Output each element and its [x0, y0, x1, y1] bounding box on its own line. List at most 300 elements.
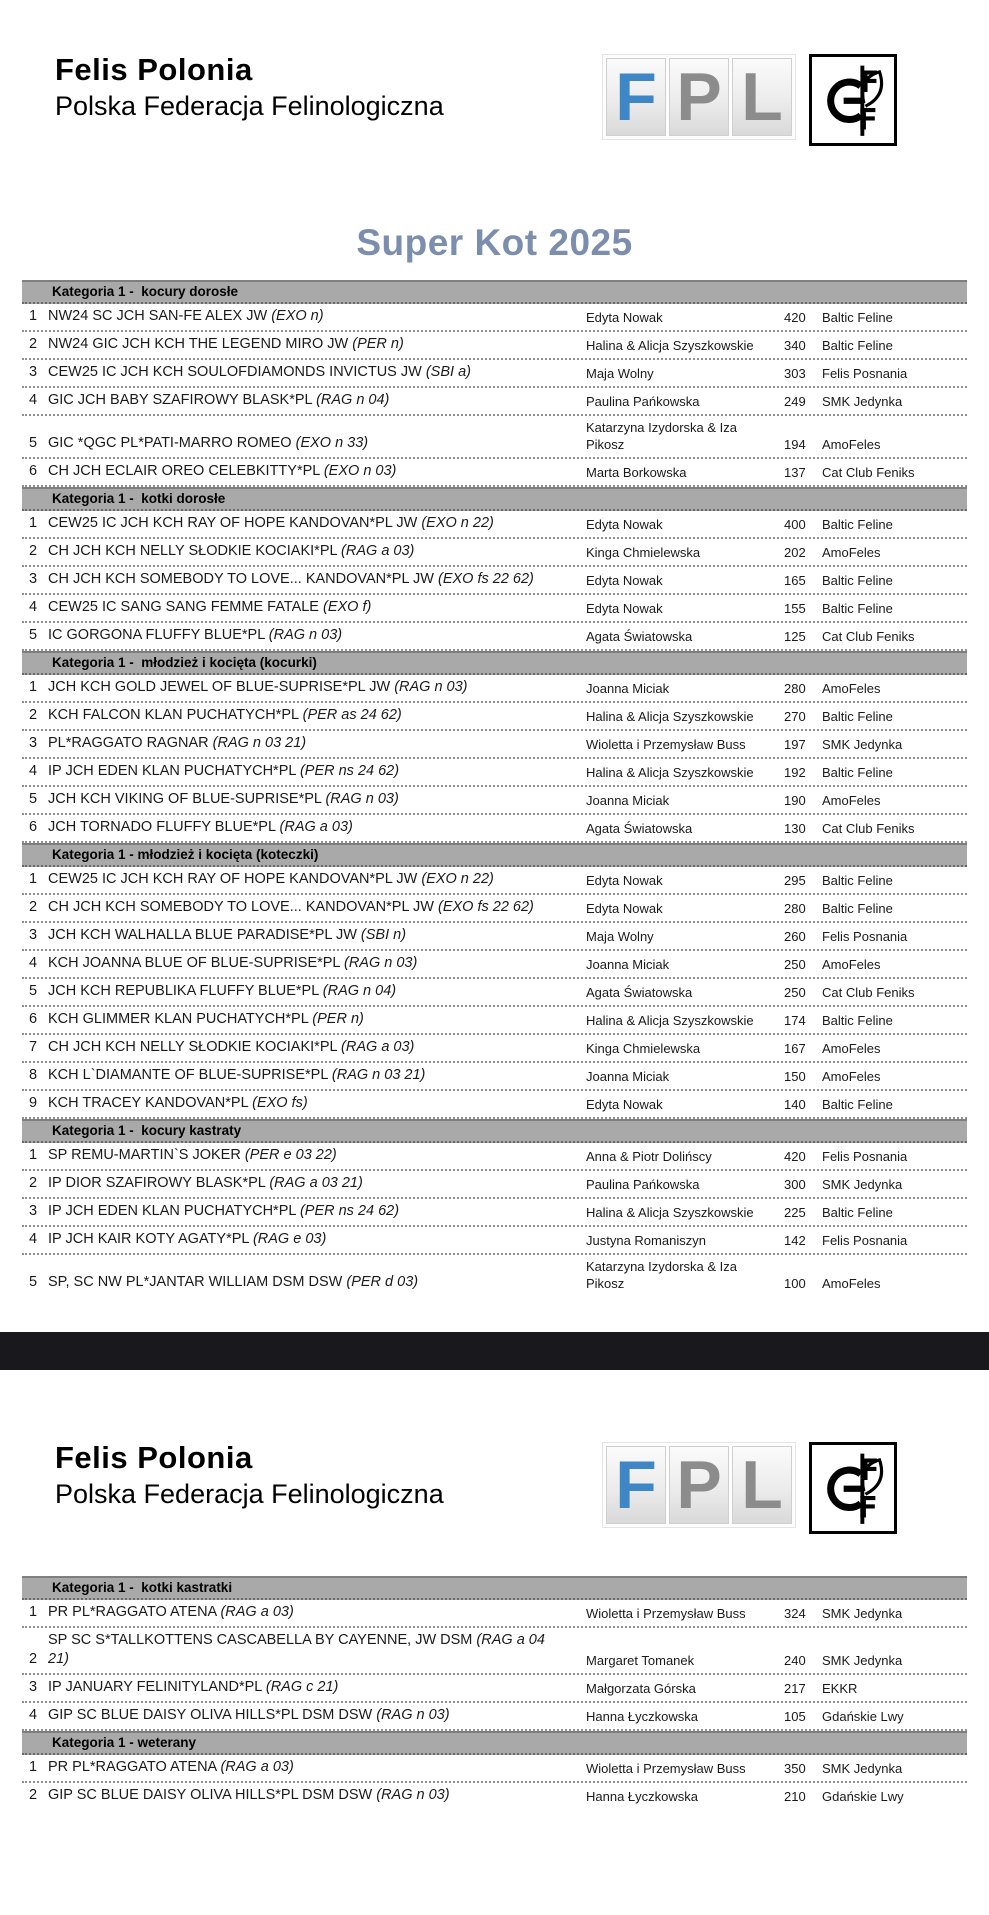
club-cell: Baltic Feline [822, 338, 893, 353]
points-cell: 100 [784, 1276, 806, 1291]
table-row [22, 1091, 967, 1119]
points-cell: 165 [784, 573, 806, 588]
club-cell: SMK Jedynka [822, 1606, 903, 1621]
owner-cell: Edyta Nowak [586, 873, 663, 888]
table-row [22, 459, 967, 487]
cat-name: SP, SC NW PL*JANTAR WILLIAM DSM DSW [48, 1274, 347, 1290]
club-cell: AmoFeles [822, 1276, 881, 1291]
owner-cell: Katarzyna Izydorska & Iza Pikosz [586, 420, 738, 452]
cat-name: SP REMU-MARTIN`S JOKER [48, 1147, 245, 1163]
owner-cell: Halina & Alicja Szyszkowskie [586, 1013, 754, 1028]
owner-cell: Joanna Miciak [586, 1069, 670, 1084]
table-row [22, 1171, 967, 1199]
table-row [22, 1035, 967, 1063]
cat-name: KCH GLIMMER KLAN PUCHATYCH*PL [48, 1011, 313, 1027]
owner-cell: Agata Światowska [586, 985, 693, 1000]
rank-cell: 3 [29, 1679, 38, 1695]
table-row [22, 1600, 967, 1628]
cat-name: JCH KCH WALHALLA BLUE PARADISE*PL JW [48, 927, 361, 943]
ems-code: (PER ns 24 62) [299, 763, 400, 779]
owner-cell: Paulina Pańkowska [586, 394, 700, 409]
page-1-header [0, 52, 989, 144]
svg-text:F: F [859, 1452, 880, 1488]
cat-name: IP JCH EDEN KLAN PUCHATYCH*PL [48, 763, 300, 779]
owner-cell: Maja Wolny [586, 366, 654, 381]
points-cell: 240 [784, 1653, 806, 1668]
points-cell: 202 [784, 545, 806, 560]
club-cell: SMK Jedynka [822, 737, 903, 752]
cat-name-cell [48, 954, 586, 973]
points-cell: 140 [784, 1097, 806, 1112]
club-cell: Baltic Feline [822, 601, 893, 616]
table-row [22, 703, 967, 731]
owner-cell: Agata Światowska [586, 821, 693, 836]
ems-code: (RAG a 03) [341, 1039, 415, 1055]
points-cell: 125 [784, 629, 806, 644]
club-cell: Baltic Feline [822, 573, 893, 588]
ems-code: (EXO fs 22 62) [437, 899, 534, 915]
logo-group [602, 54, 897, 146]
table-row [22, 567, 967, 595]
owner-cell: Halina & Alicja Szyszkowskie [586, 765, 754, 780]
points-cell: 340 [784, 338, 806, 353]
table-row [22, 1628, 967, 1675]
owner-cell: Małgorzata Górska [586, 1681, 696, 1696]
club-cell: Cat Club Feniks [822, 821, 915, 836]
owner-cell: Kinga Chmielewska [586, 1041, 701, 1056]
cat-name-cell [48, 1094, 586, 1113]
owner-cell: Kinga Chmielewska [586, 545, 701, 560]
points-cell: 190 [784, 793, 806, 808]
points-cell: 174 [784, 1013, 806, 1028]
rank-cell: 1 [29, 515, 38, 531]
table-row [22, 731, 967, 759]
fpl-letter-f: F [606, 58, 666, 136]
points-cell: 192 [784, 765, 806, 780]
cat-name-cell [48, 678, 586, 697]
rank-cell: 3 [29, 364, 38, 380]
points-cell: 167 [784, 1041, 806, 1056]
cat-name: JCH KCH VIKING OF BLUE-SUPRISE*PL [48, 791, 326, 807]
points-cell: 420 [784, 310, 806, 325]
rank-cell: 1 [29, 1147, 38, 1163]
points-cell: 260 [784, 929, 806, 944]
club-cell: Baltic Feline [822, 310, 893, 325]
svg-text:F: F [859, 64, 880, 100]
cat-name-cell [48, 626, 586, 645]
table-row [22, 923, 967, 951]
cat-name-cell [48, 434, 586, 453]
points-cell: 270 [784, 709, 806, 724]
points-cell: 280 [784, 681, 806, 696]
ems-code: (RAG a 03) [279, 819, 353, 835]
ems-code: (RAG n 03) [376, 1787, 450, 1803]
owner-cell: Edyta Nowak [586, 901, 663, 916]
rank-cell: 8 [29, 1067, 38, 1083]
table-row [22, 388, 967, 416]
table-row [22, 1227, 967, 1255]
rank-cell: 1 [29, 1759, 38, 1775]
owner-cell: Edyta Nowak [586, 601, 663, 616]
points-cell: 137 [784, 465, 806, 480]
cat-name: CH JCH KCH SOMEBODY TO LOVE... KANDOVAN*PL JW [48, 571, 438, 587]
cat-name-cell [48, 1631, 586, 1669]
table-row [22, 1063, 967, 1091]
owner-cell: Wioletta i Przemysław Buss [586, 1606, 746, 1621]
club-cell: AmoFeles [822, 681, 881, 696]
owner-cell: Katarzyna Izydorska & Iza Pikosz [586, 1259, 738, 1291]
table-row [22, 1755, 967, 1783]
ems-code: (SBI a) [425, 364, 471, 380]
points-cell: 210 [784, 1789, 806, 1804]
fpl-letter-f: F [606, 1446, 666, 1524]
rank-cell: 2 [29, 707, 38, 723]
page-2-header [0, 1440, 989, 1532]
table-row [22, 1199, 967, 1227]
table-row [22, 1783, 967, 1809]
cat-name-cell [48, 926, 586, 945]
owner-cell: Halina & Alicja Szyszkowskie [586, 1205, 754, 1220]
club-cell: Cat Club Feniks [822, 465, 915, 480]
cat-name: IC GORGONA FLUFFY BLUE*PL [48, 627, 269, 643]
cat-name: JCH TORNADO FLUFFY BLUE*PL [48, 819, 280, 835]
cat-name-cell [48, 570, 586, 589]
owner-cell: Wioletta i Przemysław Buss [586, 1761, 746, 1776]
club-cell: AmoFeles [822, 1041, 881, 1056]
ems-code: (EXO n) [271, 308, 324, 324]
rank-cell: 1 [29, 871, 38, 887]
club-cell: Baltic Feline [822, 873, 893, 888]
points-cell: 280 [784, 901, 806, 916]
cat-name: CH JCH KCH NELLY SŁODKIE KOCIAKI*PL [48, 1039, 342, 1055]
owner-cell: Hanna Łyczkowska [586, 1789, 698, 1804]
cat-name: CH JCH ECLAIR OREO CELEBKITTY*PL [48, 463, 324, 479]
cat-name: GIP SC BLUE DAISY OLIVA HILLS*PL DSM DSW [48, 1787, 377, 1803]
rank-cell: 1 [29, 679, 38, 695]
points-cell: 194 [784, 437, 806, 452]
cat-name-cell [48, 1706, 586, 1725]
cat-name: IP JCH KAIR KOTY AGATY*PL [48, 1231, 253, 1247]
cat-name: KCH L`DIAMANTE OF BLUE-SUPRISE*PL [48, 1067, 332, 1083]
cat-name-cell [48, 542, 586, 561]
points-cell: 250 [784, 985, 806, 1000]
cat-name-cell [48, 706, 586, 725]
cat-name: IP JCH EDEN KLAN PUCHATYCH*PL [48, 1203, 300, 1219]
logo-group [602, 1442, 897, 1534]
owner-cell: Marta Borkowska [586, 465, 687, 480]
category-header-label: Kategoria 1 - kotki kastratki [52, 1580, 233, 1595]
ems-code: (RAG a 03 21) [269, 1175, 363, 1191]
rank-cell: 1 [29, 308, 38, 324]
points-cell: 142 [784, 1233, 806, 1248]
table-row [22, 979, 967, 1007]
cat-name: KCH JOANNA BLUE OF BLUE-SUPRISE*PL [48, 955, 344, 971]
points-cell: 197 [784, 737, 806, 752]
cat-name-cell [48, 898, 586, 917]
ems-code: (RAG a 03) [341, 543, 415, 559]
club-cell: Gdańskie Lwy [822, 1709, 904, 1724]
fpl-logo [602, 54, 796, 140]
cat-name-cell [48, 818, 586, 837]
club-cell: Felis Posnania [822, 366, 908, 381]
rank-cell: 5 [29, 627, 38, 643]
owner-cell: Anna & Piotr Dolińscy [586, 1149, 712, 1164]
page-2 [0, 1440, 989, 1809]
cat-name-cell [48, 1758, 586, 1777]
ems-code: (PER n) [312, 1011, 364, 1027]
club-cell: Felis Posnania [822, 1149, 908, 1164]
table-row [22, 815, 967, 843]
cat-name-cell [48, 982, 586, 1001]
cat-name-cell [48, 1038, 586, 1057]
points-cell: 300 [784, 1177, 806, 1192]
club-cell: Baltic Feline [822, 1205, 893, 1220]
rank-cell: 3 [29, 1203, 38, 1219]
club-cell: SMK Jedynka [822, 1761, 903, 1776]
category-header-label: Kategoria 1 - kocury dorosłe [52, 284, 239, 299]
cat-name: GIC JCH BABY SZAFIROWY BLASK*PL [48, 392, 317, 408]
club-cell: SMK Jedynka [822, 394, 903, 409]
rank-cell: 4 [29, 1707, 38, 1723]
category-header-label: Kategoria 1 - kotki dorosłe [52, 491, 226, 506]
ems-code: (RAG n 03) [394, 679, 468, 695]
cat-name-cell [48, 1066, 586, 1085]
club-cell: Cat Club Feniks [822, 985, 915, 1000]
owner-cell: Edyta Nowak [586, 310, 663, 325]
fpl-letter-l: L [732, 58, 792, 136]
rank-cell: 4 [29, 763, 38, 779]
table-row [22, 332, 967, 360]
svg-text:F: F [857, 1489, 878, 1525]
cat-name: GIP SC BLUE DAISY OLIVA HILLS*PL DSM DSW [48, 1707, 377, 1723]
cat-name: PR PL*RAGGATO ATENA [48, 1604, 221, 1620]
owner-cell: Joanna Miciak [586, 681, 670, 696]
ems-code: (RAG e 03) [252, 1231, 327, 1247]
ems-code: (RAG a 04 21) [48, 1632, 545, 1667]
table-row [22, 867, 967, 895]
cat-name: GIC *QGC PL*PATI-MARRO ROMEO [48, 435, 296, 451]
rank-cell: 2 [29, 1787, 38, 1803]
cat-name-cell [48, 1786, 586, 1805]
club-cell: Baltic Feline [822, 765, 893, 780]
category-header [22, 843, 967, 867]
ems-code: (PER n) [352, 336, 404, 352]
cat-name: IP DIOR SZAFIROWY BLASK*PL [48, 1175, 270, 1191]
cat-name: NW24 SC JCH SAN-FE ALEX JW [48, 308, 272, 324]
ems-code: (PER d 03) [346, 1274, 419, 1290]
cat-name: JCH KCH REPUBLIKA FLUFFY BLUE*PL [48, 983, 323, 999]
rank-cell: 4 [29, 955, 38, 971]
fpl-logo [602, 1442, 796, 1528]
rank-cell: 2 [29, 1651, 38, 1667]
rank-cell: 6 [29, 819, 38, 835]
points-cell: 130 [784, 821, 806, 836]
cat-name: CEW25 IC JCH KCH SOULOFDIAMONDS INVICTUS JW [48, 364, 426, 380]
cat-name: PL*RAGGATO RAGNAR [48, 735, 213, 751]
club-cell: Cat Club Feniks [822, 629, 915, 644]
ems-code: (RAG n 03) [268, 627, 343, 643]
cat-name-cell [48, 335, 586, 354]
rank-cell: 5 [29, 435, 38, 451]
brand-name: Felis Polonia [55, 1440, 253, 1475]
ems-code: (RAG c 21) [265, 1679, 339, 1695]
owner-cell: Halina & Alicja Szyszkowskie [586, 338, 754, 353]
owner-cell: Justyna Romaniszyn [586, 1233, 706, 1248]
club-cell: Gdańskie Lwy [822, 1789, 904, 1804]
cat-name-cell [48, 1273, 586, 1292]
cat-name-cell [48, 1603, 586, 1622]
cat-name: IP JANUARY FELINITYLAND*PL [48, 1679, 266, 1695]
table-row [22, 1143, 967, 1171]
ems-code: (RAG n 04) [316, 392, 390, 408]
rank-cell: 5 [29, 791, 38, 807]
owner-cell: Paulina Pańkowska [586, 1177, 700, 1192]
ems-code: (EXO fs 22 62) [437, 571, 534, 587]
points-cell: 155 [784, 601, 806, 616]
club-cell: AmoFeles [822, 1069, 881, 1084]
rank-cell: 3 [29, 735, 38, 751]
rank-cell: 6 [29, 1011, 38, 1027]
club-cell: AmoFeles [822, 437, 881, 452]
table-row [22, 1675, 967, 1703]
club-cell: Felis Posnania [822, 929, 908, 944]
points-cell: 420 [784, 1149, 806, 1164]
ems-code: (RAG n 03) [325, 791, 399, 807]
owner-cell: Wioletta i Przemysław Buss [586, 737, 746, 752]
ems-code: (RAG a 03) [220, 1604, 294, 1620]
rank-cell: 3 [29, 927, 38, 943]
page-title: Super Kot 2025 [356, 222, 633, 263]
ems-code: (PER e 03 22) [244, 1147, 337, 1163]
club-cell: EKKR [822, 1681, 858, 1696]
table-row [22, 539, 967, 567]
page-separator [0, 1332, 989, 1370]
ems-code: (RAG n 04) [322, 983, 397, 999]
points-cell: 350 [784, 1761, 806, 1776]
cat-name-cell [48, 734, 586, 753]
table-row [22, 511, 967, 539]
points-cell: 225 [784, 1205, 806, 1220]
ems-code: (EXO n 22) [421, 515, 494, 531]
cat-name-cell [48, 870, 586, 889]
ems-code: (EXO n 03) [323, 463, 397, 479]
category-header [22, 1119, 967, 1143]
cat-name-cell [48, 391, 586, 410]
owner-cell: Edyta Nowak [586, 1097, 663, 1112]
ems-code: (RAG n 03) [344, 955, 418, 971]
cat-name-cell [48, 462, 586, 481]
cat-name: NW24 GIC JCH KCH THE LEGEND MIRO JW [48, 336, 353, 352]
cat-name: JCH KCH GOLD JEWEL OF BLUE-SUPRISE*PL JW [48, 679, 395, 695]
category-header [22, 1731, 967, 1755]
ems-code: (RAG a 03) [220, 1759, 294, 1775]
rank-cell: 2 [29, 1175, 38, 1191]
points-cell: 217 [784, 1681, 806, 1696]
club-cell: Baltic Feline [822, 709, 893, 724]
ems-code: (EXO f) [323, 599, 372, 615]
cat-name-cell [48, 514, 586, 533]
category-header [22, 1576, 967, 1600]
club-cell: Baltic Feline [822, 1097, 893, 1112]
rank-cell: 5 [29, 983, 38, 999]
ems-code: (PER ns 24 62) [299, 1203, 400, 1219]
ems-code: (EXO n 33) [295, 435, 369, 451]
rank-cell: 6 [29, 463, 38, 479]
brand-text [55, 52, 444, 122]
brand-subtitle: Polska Federacja Felinologiczna [55, 91, 444, 121]
category-header [22, 651, 967, 675]
owner-cell: Maja Wolny [586, 929, 654, 944]
owner-cell: Halina & Alicja Szyszkowskie [586, 709, 754, 724]
table-row [22, 360, 967, 388]
ems-code: (RAG n 03 21) [331, 1067, 426, 1083]
owner-cell: Edyta Nowak [586, 517, 663, 532]
cat-name-cell [48, 363, 586, 382]
cat-name-cell [48, 1146, 586, 1165]
cat-name-cell [48, 1202, 586, 1221]
rank-cell: 2 [29, 543, 38, 559]
ranking-table-page-2 [22, 1576, 967, 1809]
rank-cell: 4 [29, 392, 38, 408]
club-cell: Felis Posnania [822, 1233, 908, 1248]
table-row [22, 416, 967, 459]
fife-logo-icon [809, 1442, 897, 1534]
cat-name-cell [48, 790, 586, 809]
fpl-letter-p: P [669, 1446, 729, 1524]
rank-cell: 7 [29, 1039, 38, 1055]
ranking-table-page-1 [22, 280, 967, 1296]
ems-code: (RAG n 03 21) [212, 735, 307, 751]
cat-name: CEW25 IC SANG SANG FEMME FATALE [48, 599, 324, 615]
owner-cell: Edyta Nowak [586, 573, 663, 588]
ems-code: (PER as 24 62) [302, 707, 402, 723]
table-row [22, 623, 967, 651]
svg-text:F: F [857, 101, 878, 137]
club-cell: Baltic Feline [822, 1013, 893, 1028]
cat-name: KCH TRACEY KANDOVAN*PL [48, 1095, 253, 1111]
club-cell: SMK Jedynka [822, 1653, 903, 1668]
points-cell: 295 [784, 873, 806, 888]
category-header-label: Kategoria 1 - weterany [52, 1735, 197, 1750]
table-row [22, 1007, 967, 1035]
cat-name: SP SC S*TALLKOTTENS CASCABELLA BY CAYENNE, JW DSM [48, 1632, 477, 1648]
club-cell: Baltic Feline [822, 901, 893, 916]
table-row [22, 1703, 967, 1731]
club-cell: SMK Jedynka [822, 1177, 903, 1192]
fpl-letter-p: P [669, 58, 729, 136]
club-cell: AmoFeles [822, 793, 881, 808]
category-header-label: Kategoria 1 - młodzież i kocięta (kocurki) [52, 655, 317, 670]
fife-logo-icon [809, 54, 897, 146]
owner-cell: Agata Światowska [586, 629, 693, 644]
cat-name-cell [48, 598, 586, 617]
category-header [22, 280, 967, 304]
cat-name: CH JCH KCH SOMEBODY TO LOVE... KANDOVAN*PL JW [48, 899, 438, 915]
cat-name-cell [48, 1230, 586, 1249]
owner-cell: Joanna Miciak [586, 793, 670, 808]
points-cell: 150 [784, 1069, 806, 1084]
cat-name: CEW25 IC JCH KCH RAY OF HOPE KANDOVAN*PL JW [48, 871, 422, 887]
brand-subtitle: Polska Federacja Felinologiczna [55, 1479, 444, 1509]
cat-name-cell [48, 762, 586, 781]
table-row [22, 787, 967, 815]
rank-cell: 4 [29, 599, 38, 615]
points-cell: 250 [784, 957, 806, 972]
owner-cell: Hanna Łyczkowska [586, 1709, 698, 1724]
table-row [22, 951, 967, 979]
cat-name-cell [48, 1678, 586, 1697]
club-cell: Baltic Feline [822, 517, 893, 532]
